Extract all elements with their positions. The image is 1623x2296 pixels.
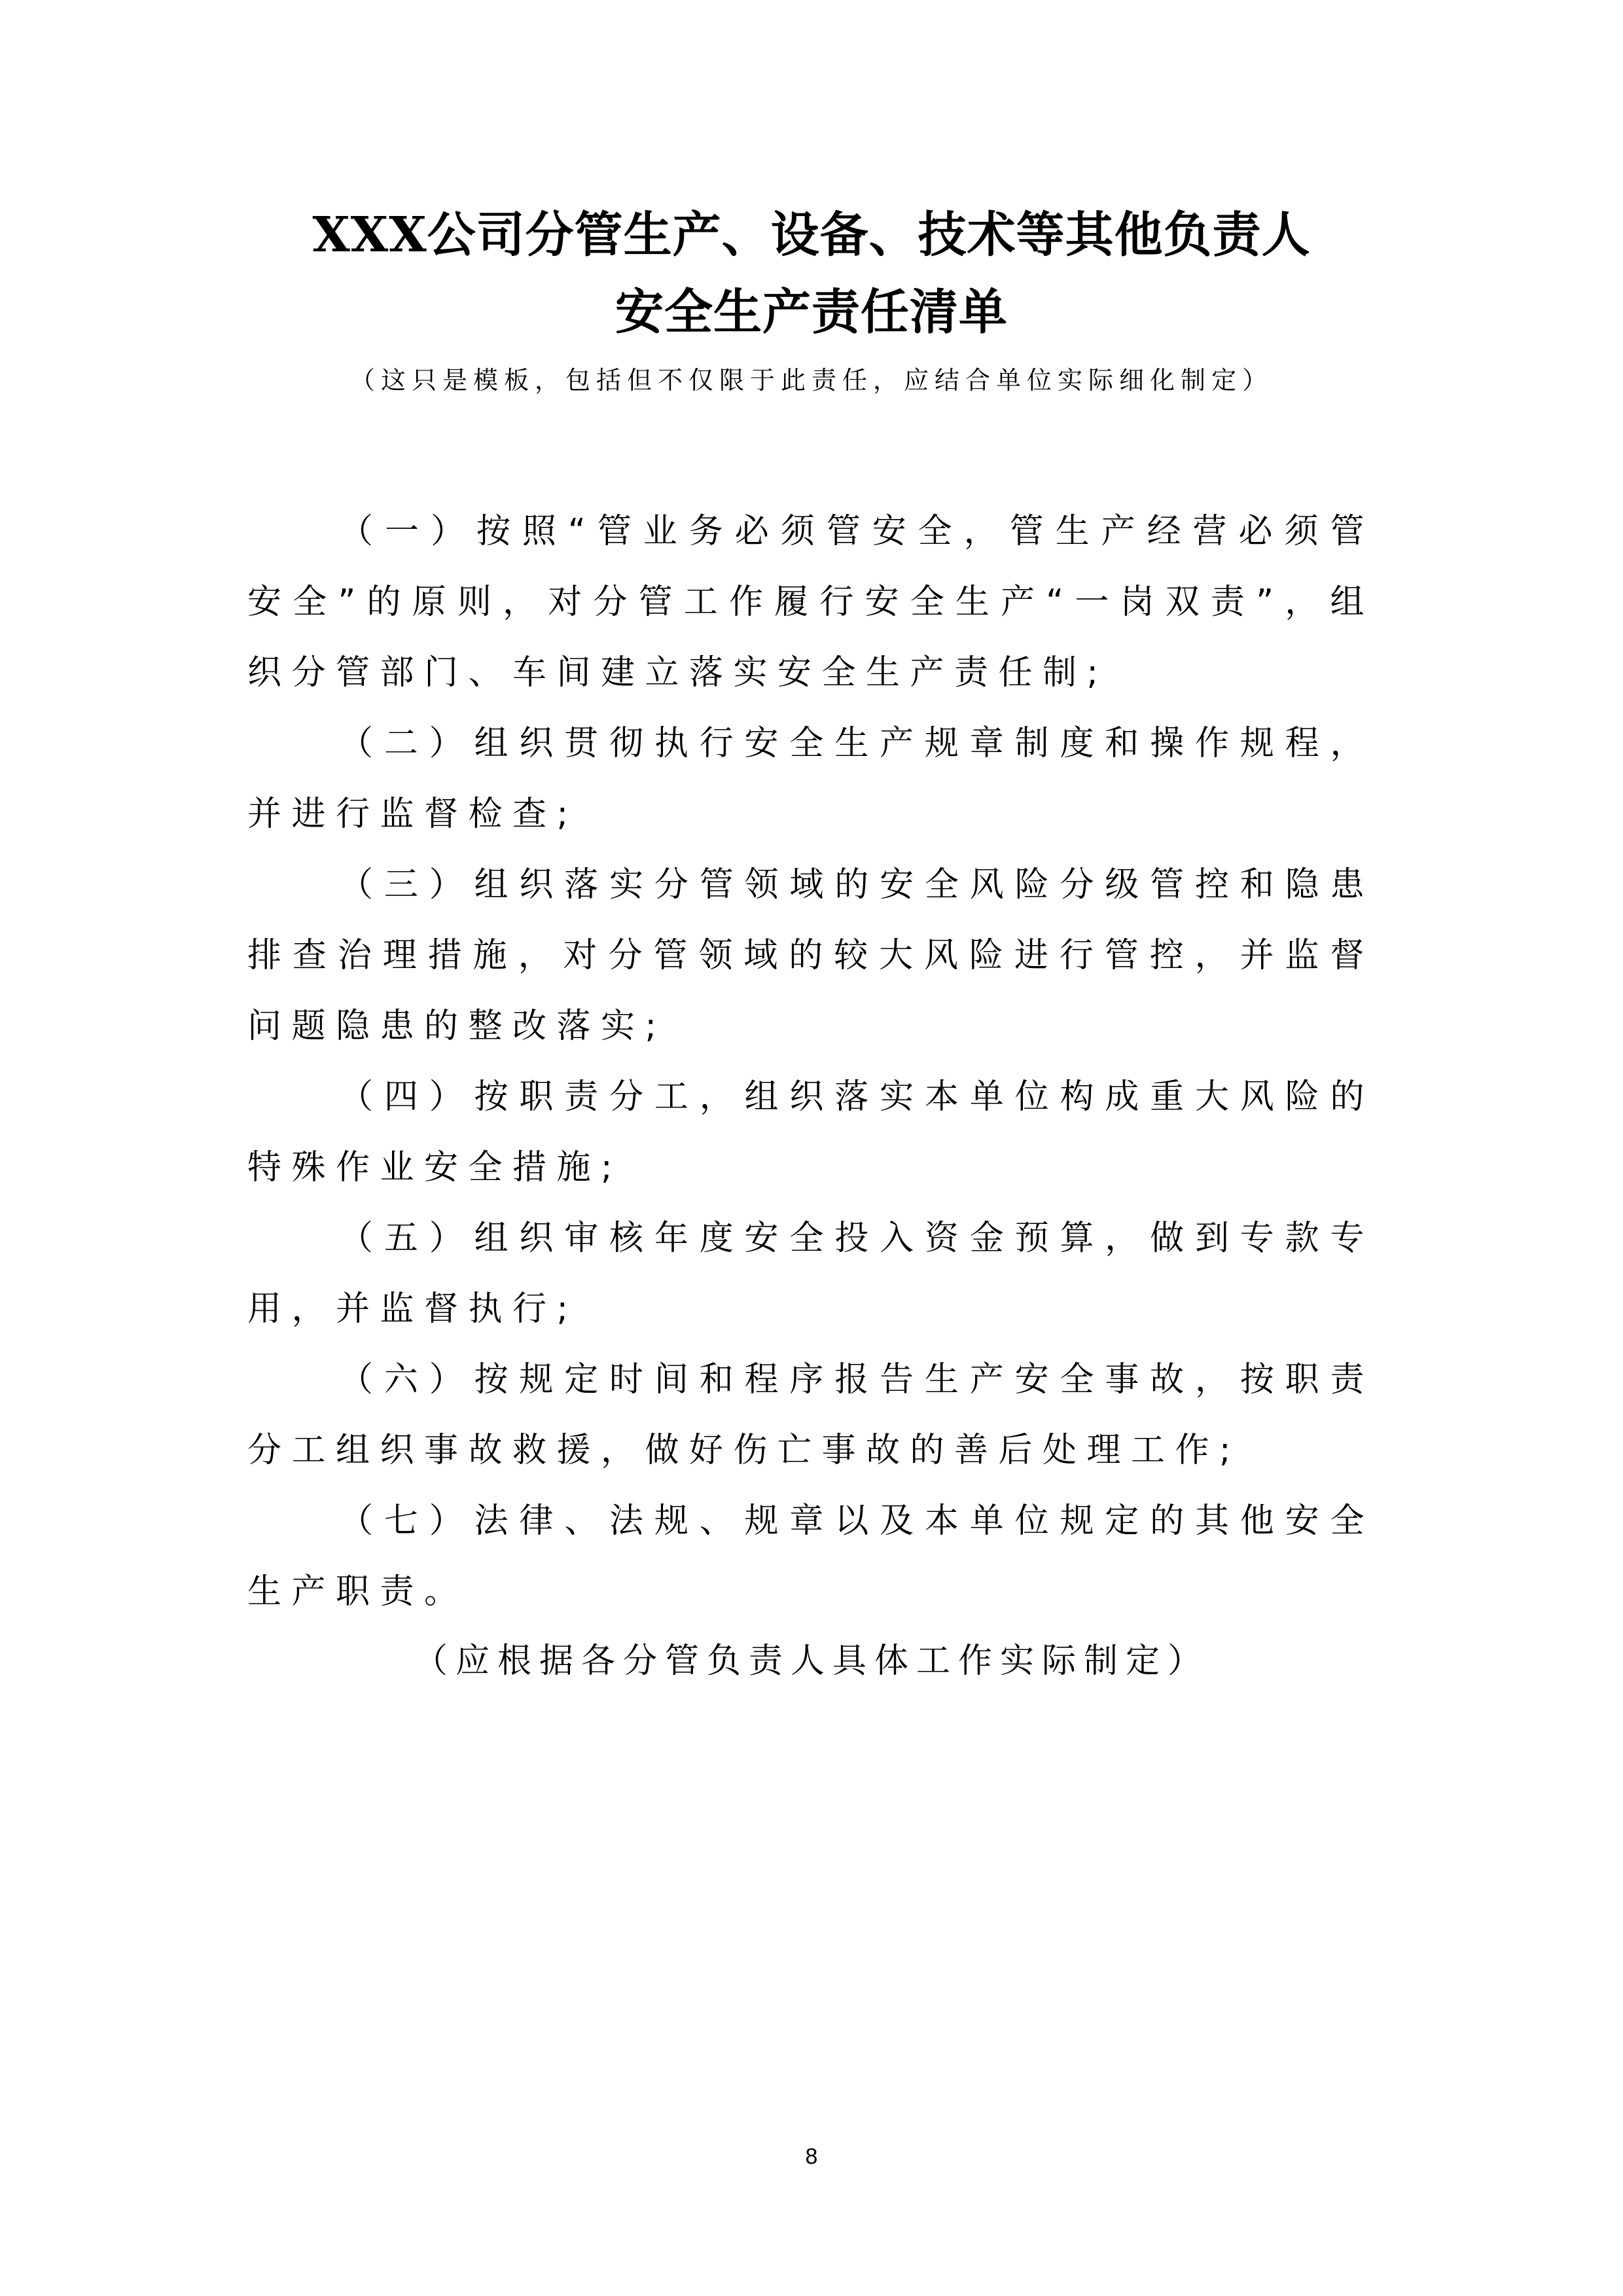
responsibility-item-7: （七）法律、法规、规章以及本单位规定的其他安全生产职责。 [247, 1501, 1374, 1611]
responsibility-item-1: （一）按照“管业务必须管安全，管生产经营必须管安全”的原则，对分管工作履行安全生产“一岗双责”，组织分管部门、车间建立落实安全生产责任制; [247, 512, 1374, 692]
responsibility-item-2: （二）组织贯彻执行安全生产规章制度和操作规程，并进行监督检查; [247, 724, 1374, 834]
document-subtitle: （这只是模板，包括但不仅限于此责任，应结合单位实际细化制定） [349, 366, 1273, 395]
document-body [247, 496, 1374, 1627]
page-number: 8 [805, 2144, 818, 2169]
responsibility-item-5: （五）组织审核年度安全投入资金预算，做到专款专用，并监督执行; [247, 1219, 1374, 1329]
responsibility-item-4: （四）按职责分工，组织落实本单位构成重大风险的特殊作业安全措施; [247, 1077, 1374, 1187]
document-title-line-2: 安全生产责任清单 [615, 284, 1008, 340]
responsibility-item-3: （三）组织落实分管领域的安全风险分级管控和隐患排查治理措施，对分管领域的较大风险进行管控，并监督问题隐患的整改落实; [247, 865, 1374, 1046]
document-title-line-1: XXX公司分管生产、设备、技术等其他负责人 [312, 207, 1311, 263]
responsibility-item-6: （六）按规定时间和程序报告生产安全事故，按职责分工组织事故救援，做好伤亡事故的善后处理工作; [247, 1360, 1374, 1470]
closing-note: （应根据各分管负责人具体工作实际制定） [413, 1641, 1209, 1681]
